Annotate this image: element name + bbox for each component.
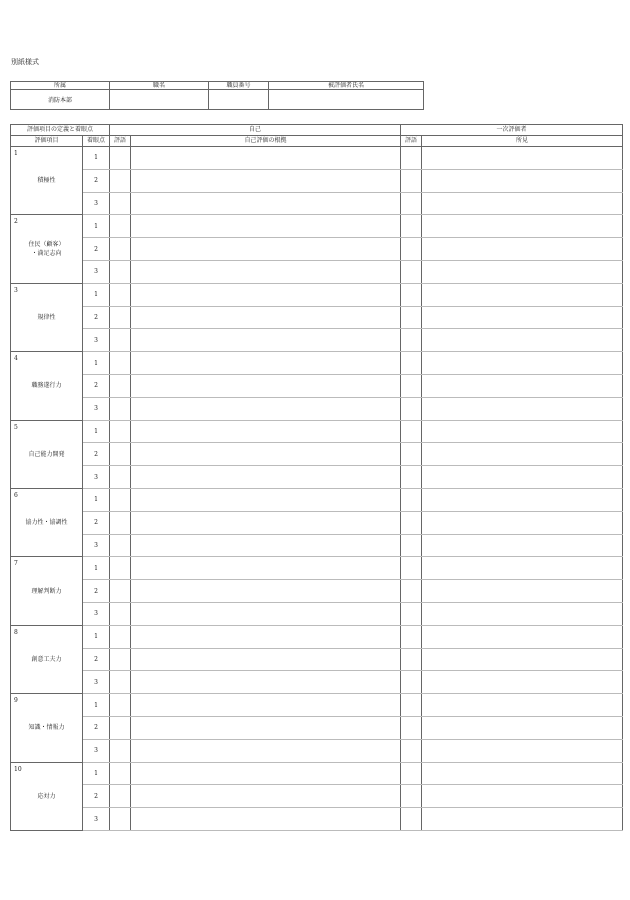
header-col-affiliation: 所属 [11,82,110,90]
subheader-point: 着眼点 [83,136,110,147]
item-number: 1 [14,150,18,157]
self-basis-cell[interactable] [131,625,401,648]
self-basis-cell[interactable] [131,694,401,717]
evaluation-row [11,329,623,352]
evaluator-remarks-cell[interactable] [422,420,623,443]
self-grade-cell[interactable] [110,283,131,306]
self-grade-cell[interactable] [110,648,131,671]
evaluation-row [11,306,623,329]
evaluator-grade-cell[interactable] [401,648,422,671]
evaluator-grade-cell[interactable] [401,352,422,375]
self-basis-cell[interactable] [131,648,401,671]
self-grade-cell[interactable] [110,374,131,397]
evaluator-grade-cell[interactable] [401,534,422,557]
evaluator-remarks-cell[interactable] [422,352,623,375]
evaluator-remarks-cell[interactable] [422,534,623,557]
evaluation-row [11,511,623,534]
self-grade-cell[interactable] [110,580,131,603]
evaluation-item [11,352,83,420]
evaluator-remarks-cell[interactable] [422,625,623,648]
item-number: 9 [14,697,18,705]
self-grade-cell[interactable] [110,511,131,534]
self-basis-cell[interactable] [131,443,401,466]
evaluator-remarks-cell[interactable] [422,192,623,215]
self-basis-cell[interactable] [131,488,401,511]
evaluator-grade-cell[interactable] [401,192,422,215]
staff-number-value[interactable] [209,90,269,110]
evaluator-grade-cell[interactable] [401,785,422,808]
evaluator-grade-cell[interactable] [401,739,422,762]
point-number: 2 [83,443,110,466]
evaluation-row [11,580,623,603]
point-number: 2 [83,511,110,534]
self-basis-cell[interactable] [131,557,401,580]
item-name: 協力性・協調性 [25,519,68,527]
point-number: 2 [83,580,110,603]
evaluation-row [11,147,623,170]
self-basis-cell[interactable] [131,397,401,420]
evaluator-grade-cell[interactable] [401,215,422,238]
self-basis-cell[interactable] [131,602,401,625]
evaluator-grade-cell[interactable] [401,602,422,625]
subheader-self-basis: 自己評価の根拠 [131,136,401,147]
evaluation-item [11,694,83,762]
evaluator-remarks-cell[interactable] [422,671,623,694]
evaluation-row [11,169,623,192]
self-basis-cell[interactable] [131,420,401,443]
evaluation-row [11,238,623,261]
evaluation-row [11,602,623,625]
evaluator-grade-cell[interactable] [401,671,422,694]
item-name: 知識・情報力 [28,724,65,732]
subheader-item: 評価項目 [11,136,83,147]
self-grade-cell[interactable] [110,716,131,739]
self-grade-cell[interactable] [110,397,131,420]
self-grade-cell[interactable] [110,260,131,283]
item-number: 10 [14,765,22,773]
evaluation-row [11,648,623,671]
evaluation-row [11,352,623,375]
evaluator-grade-cell[interactable] [401,283,422,306]
self-grade-cell[interactable] [110,329,131,352]
point-number: 3 [83,260,110,283]
point-number: 3 [83,739,110,762]
self-basis-cell[interactable] [131,329,401,352]
point-number: 3 [83,397,110,420]
self-basis-cell[interactable] [131,511,401,534]
point-number: 3 [83,534,110,557]
point-number: 2 [83,238,110,261]
self-grade-cell[interactable] [110,602,131,625]
point-number: 1 [83,762,110,785]
item-number: 2 [14,218,18,226]
evaluation-item [11,488,83,556]
self-grade-cell[interactable] [110,762,131,785]
evaluator-remarks-cell[interactable] [422,466,623,489]
header-col-evaluee-name: 被評価者氏名 [269,82,424,90]
item-name: 住民（顧客） ・満足志向 [28,241,65,258]
self-basis-cell[interactable] [131,534,401,557]
form-label: 別紙様式 [11,58,39,66]
point-number: 2 [83,306,110,329]
evaluator-remarks-cell[interactable] [422,329,623,352]
point-number: 2 [83,785,110,808]
point-number: 3 [83,192,110,215]
self-grade-cell[interactable] [110,192,131,215]
evaluation-row [11,557,623,580]
point-number: 1 [83,625,110,648]
evaluation-item [11,762,83,830]
self-basis-cell[interactable] [131,785,401,808]
self-basis-cell[interactable] [131,260,401,283]
evaluator-remarks-cell[interactable] [422,602,623,625]
evaluator-grade-cell[interactable] [401,808,422,831]
point-number: 3 [83,602,110,625]
evaluator-remarks-cell[interactable] [422,238,623,261]
evaluator-remarks-cell[interactable] [422,306,623,329]
evaluator-grade-cell[interactable] [401,716,422,739]
evaluator-grade-cell[interactable] [401,374,422,397]
evaluation-item [11,625,83,693]
evaluator-remarks-cell[interactable] [422,648,623,671]
evaluator-grade-cell[interactable] [401,443,422,466]
self-grade-cell[interactable] [110,625,131,648]
evaluation-table [10,124,623,831]
evaluator-grade-cell[interactable] [401,511,422,534]
item-name: 自己能力開発 [28,450,65,458]
self-basis-cell[interactable] [131,762,401,785]
evaluator-remarks-cell[interactable] [422,169,623,192]
evaluator-remarks-cell[interactable] [422,147,623,170]
evaluator-grade-cell[interactable] [401,329,422,352]
point-number: 1 [83,352,110,375]
subheader-evaluator-grade: 評語 [401,136,422,147]
evaluator-remarks-cell[interactable] [422,716,623,739]
evaluator-remarks-cell[interactable] [422,580,623,603]
header-first-evaluator: 一次評価者 [401,125,623,136]
point-number: 1 [83,147,110,170]
evaluation-row [11,466,623,489]
item-name: 理解判断力 [31,587,62,595]
self-grade-cell[interactable] [110,147,131,170]
item-number: 4 [14,355,18,363]
evaluator-remarks-cell[interactable] [422,762,623,785]
evaluator-grade-cell[interactable] [401,557,422,580]
evaluator-grade-cell[interactable] [401,306,422,329]
header-col-title: 職名 [110,82,209,90]
evaluator-grade-cell[interactable] [401,238,422,261]
affiliation-value[interactable]: 消防本部 [11,90,110,110]
evaluator-grade-cell[interactable] [401,147,422,170]
evaluation-item [11,283,83,351]
evaluation-item [11,557,83,625]
point-number: 3 [83,671,110,694]
self-grade-cell[interactable] [110,352,131,375]
item-name: 応対力 [37,792,56,800]
self-grade-cell[interactable] [110,785,131,808]
point-number: 1 [83,694,110,717]
point-number: 1 [83,557,110,580]
point-number: 3 [83,466,110,489]
evaluator-remarks-cell[interactable] [422,283,623,306]
evaluator-remarks-cell[interactable] [422,374,623,397]
evaluation-row [11,260,623,283]
self-grade-cell[interactable] [110,215,131,238]
point-number: 3 [83,808,110,831]
self-grade-cell[interactable] [110,443,131,466]
evaluation-row [11,374,623,397]
self-basis-cell[interactable] [131,739,401,762]
evaluator-grade-cell[interactable] [401,580,422,603]
self-grade-cell[interactable] [110,534,131,557]
item-number: 8 [14,628,18,636]
evaluation-row [11,671,623,694]
evaluation-item [11,215,83,283]
self-grade-cell[interactable] [110,739,131,762]
evaluation-row [11,785,623,808]
point-number: 2 [83,716,110,739]
point-number: 2 [83,374,110,397]
self-basis-cell[interactable] [131,147,401,170]
header-col-staff-number: 職員番号 [209,82,269,90]
point-number: 1 [83,420,110,443]
evaluator-remarks-cell[interactable] [422,397,623,420]
evaluator-grade-cell[interactable] [401,397,422,420]
self-basis-cell[interactable] [131,374,401,397]
evaluator-remarks-cell[interactable] [422,785,623,808]
evaluation-row [11,762,623,785]
self-basis-cell[interactable] [131,238,401,261]
header-self: 自己 [110,125,401,136]
title-value[interactable] [110,90,209,110]
point-number: 2 [83,169,110,192]
self-basis-cell[interactable] [131,466,401,489]
self-grade-cell[interactable] [110,694,131,717]
evaluator-grade-cell[interactable] [401,260,422,283]
evaluation-row [11,694,623,717]
self-basis-cell[interactable] [131,808,401,831]
evaluation-row [11,283,623,306]
evaluator-grade-cell[interactable] [401,625,422,648]
evaluator-remarks-cell[interactable] [422,694,623,717]
evaluation-item [11,420,83,488]
self-grade-cell[interactable] [110,306,131,329]
item-number: 6 [14,491,18,499]
item-number: 5 [14,423,18,431]
self-grade-cell[interactable] [110,488,131,511]
self-grade-cell[interactable] [110,238,131,261]
header-definition: 評価項目の定義と着眼点 [11,125,110,136]
self-basis-cell[interactable] [131,192,401,215]
evaluator-grade-cell[interactable] [401,762,422,785]
evaluator-grade-cell[interactable] [401,169,422,192]
self-grade-cell[interactable] [110,466,131,489]
self-basis-cell[interactable] [131,169,401,192]
evaluation-row [11,739,623,762]
self-grade-cell[interactable] [110,808,131,831]
self-grade-cell[interactable] [110,420,131,443]
point-number: 2 [83,648,110,671]
self-basis-cell[interactable] [131,283,401,306]
evaluation-row [11,625,623,648]
evaluator-remarks-cell[interactable] [422,511,623,534]
point-number: 1 [83,488,110,511]
evaluator-remarks-cell[interactable] [422,443,623,466]
evaluation-row [11,420,623,443]
point-number: 1 [83,215,110,238]
item-name: 創意工夫力 [31,655,62,663]
evaluation-row [11,716,623,739]
subheader-evaluator-remarks: 所見 [422,136,623,147]
evaluee-name-value[interactable] [269,90,424,110]
item-number: 7 [14,560,18,568]
item-number: 3 [14,286,18,294]
evaluator-remarks-cell[interactable] [422,557,623,580]
point-number: 3 [83,329,110,352]
evaluation-row [11,534,623,557]
self-grade-cell[interactable] [110,169,131,192]
evaluator-grade-cell[interactable] [401,466,422,489]
item-name: 規律性 [37,313,56,321]
evaluator-grade-cell[interactable] [401,694,422,717]
evaluation-row [11,443,623,466]
point-number: 1 [83,283,110,306]
evaluator-remarks-cell[interactable] [422,488,623,511]
evaluation-item [11,147,83,215]
evaluation-row [11,215,623,238]
evaluator-grade-cell[interactable] [401,420,422,443]
item-name: 職務遂行力 [31,382,62,390]
evaluation-row [11,808,623,831]
item-name: 積極性 [37,177,56,185]
self-basis-cell[interactable] [131,716,401,739]
evaluation-row [11,397,623,420]
self-basis-cell[interactable] [131,352,401,375]
self-grade-cell[interactable] [110,671,131,694]
self-basis-cell[interactable] [131,671,401,694]
evaluator-remarks-cell[interactable] [422,739,623,762]
self-basis-cell[interactable] [131,580,401,603]
subheader-self-grade: 評語 [110,136,131,147]
self-basis-cell[interactable] [131,215,401,238]
evaluator-remarks-cell[interactable] [422,260,623,283]
evaluator-remarks-cell[interactable] [422,808,623,831]
self-grade-cell[interactable] [110,557,131,580]
evaluation-row [11,192,623,215]
evaluation-row [11,488,623,511]
evaluator-grade-cell[interactable] [401,488,422,511]
header-table [10,81,424,110]
self-basis-cell[interactable] [131,306,401,329]
evaluator-remarks-cell[interactable] [422,215,623,238]
